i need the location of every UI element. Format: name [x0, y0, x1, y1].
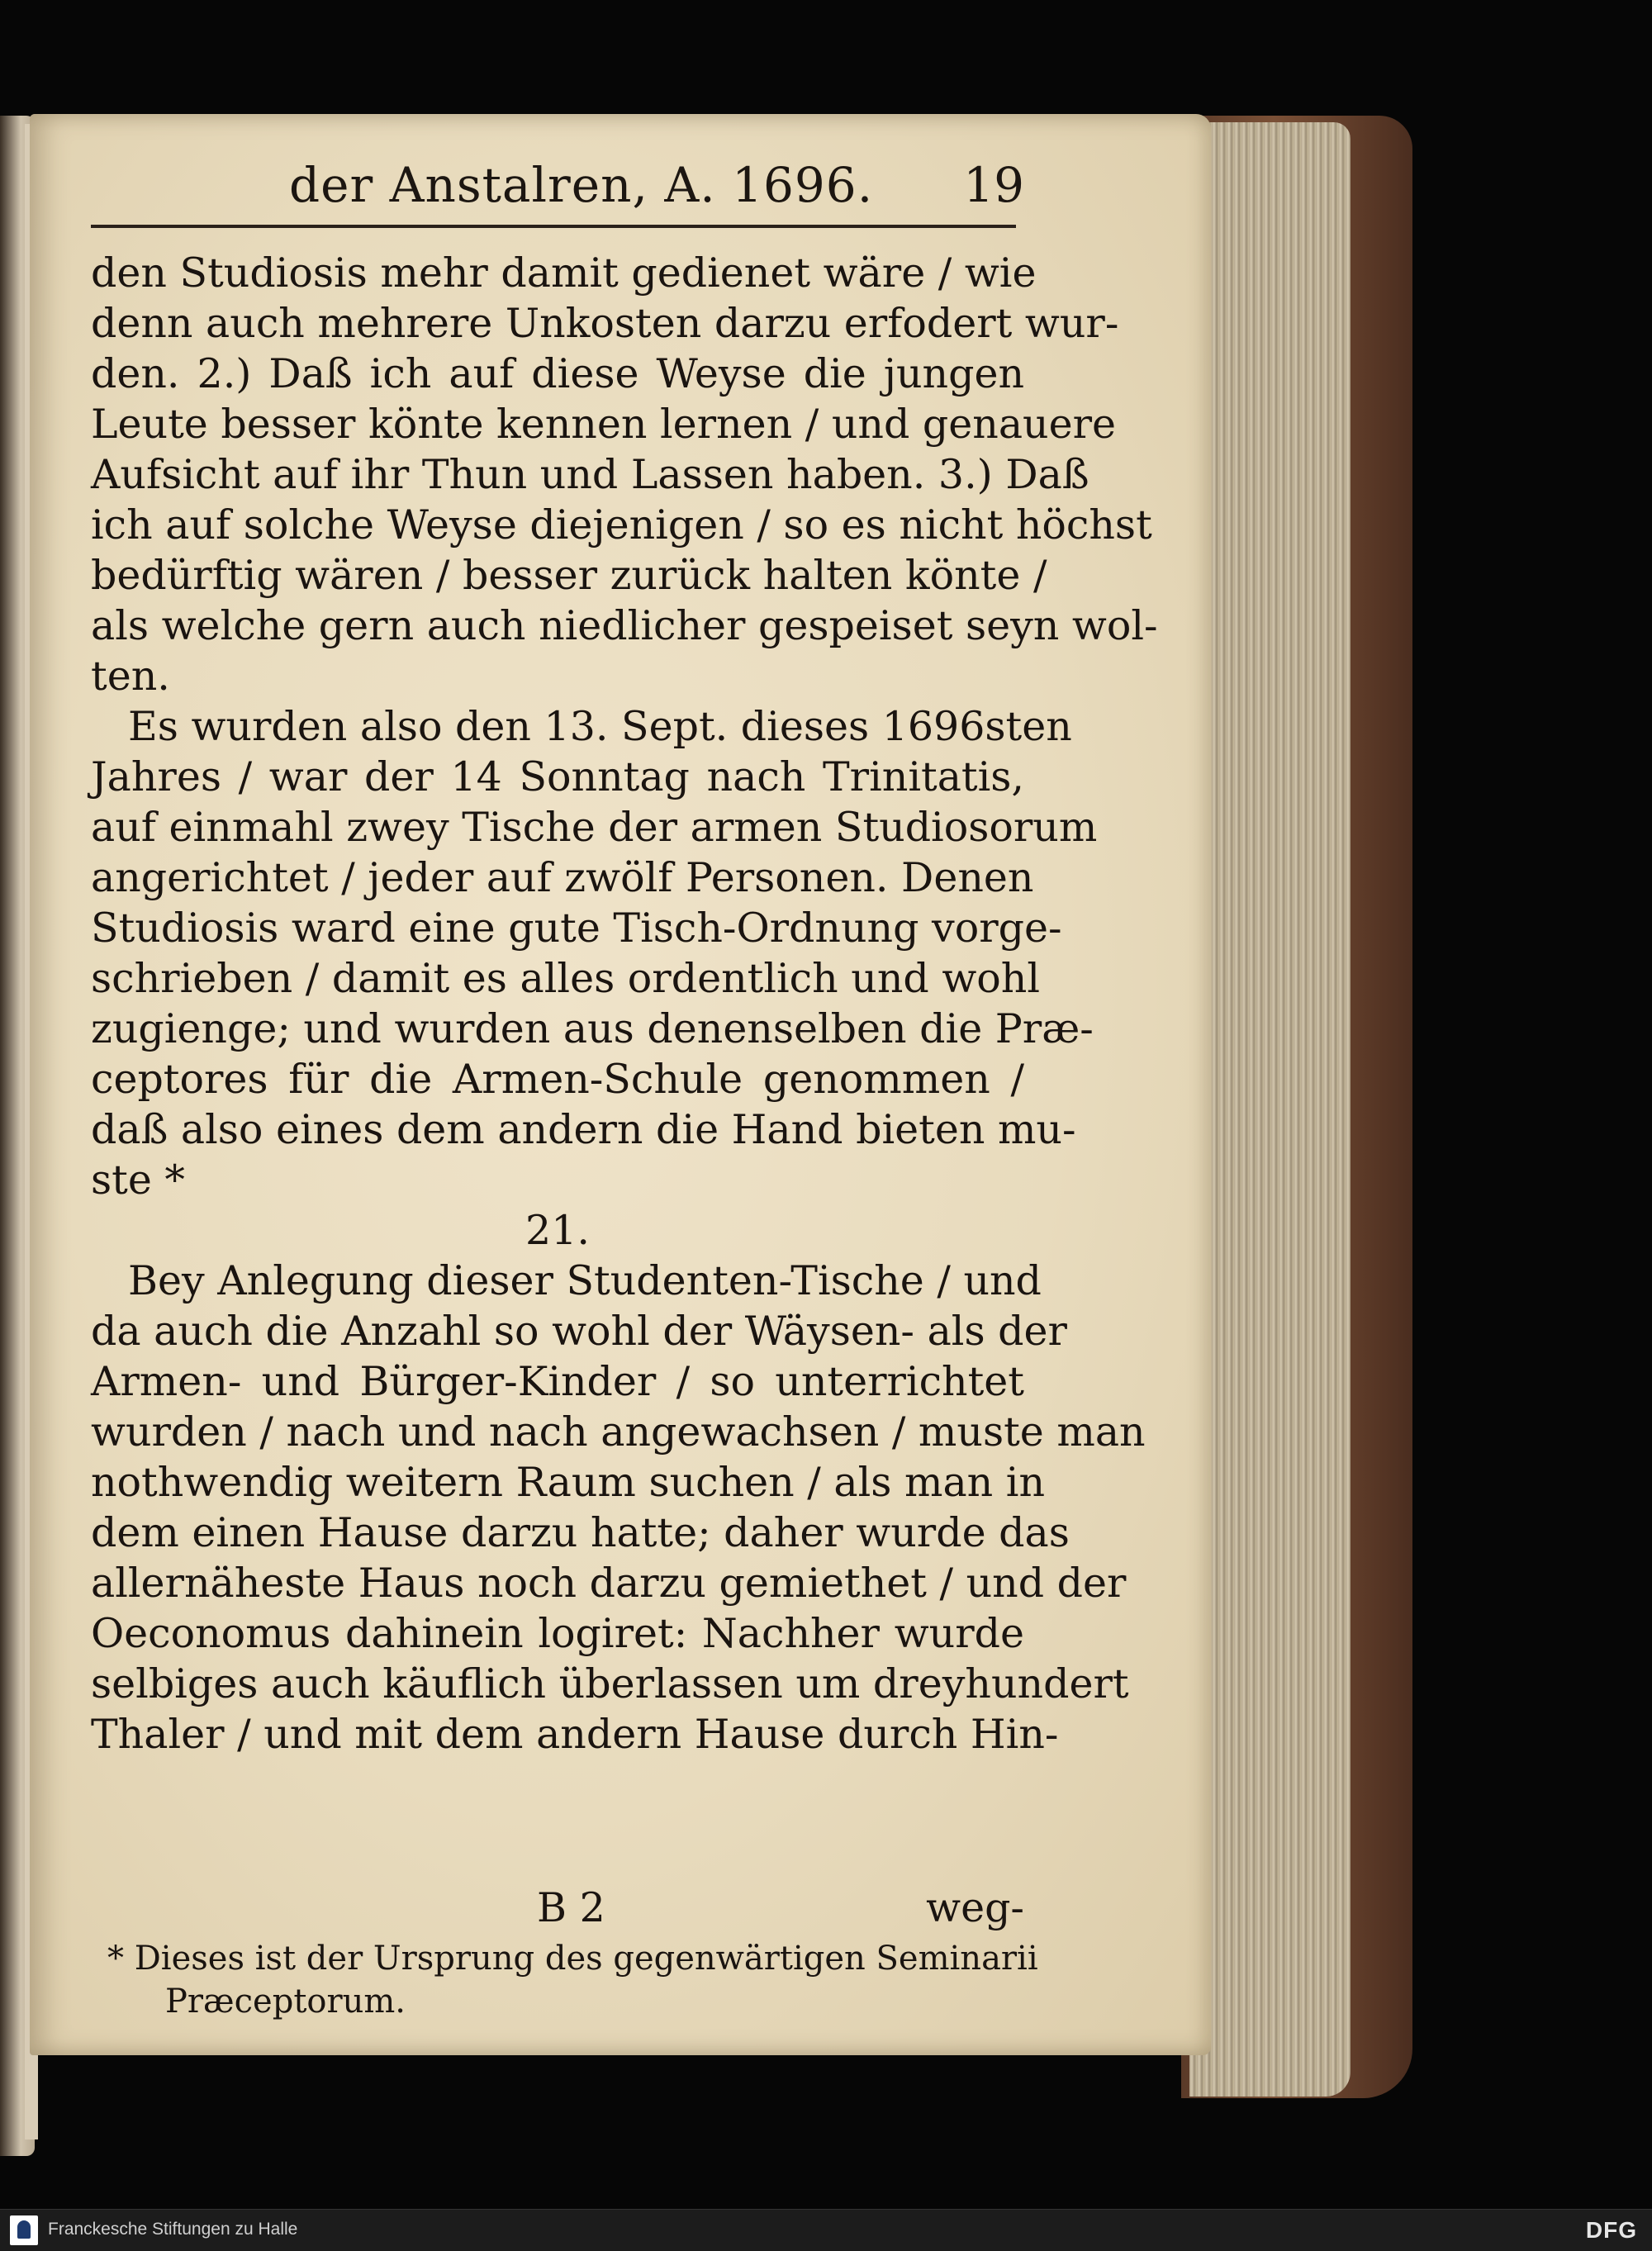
text-line: nothwendig weitern Raum suchen / als man in — [91, 1459, 1046, 1506]
text-line: denn auch mehrere Unkosten darzu erfodert wur- — [91, 300, 1119, 347]
text-line: bedürftig wären / besser zurück halten könte / — [91, 552, 1047, 599]
text-line: schrieben / damit es alles ordentlich und wohl — [91, 955, 1040, 1002]
text-line: Bey Anlegung dieser Studenten-Tische / und — [128, 1257, 1042, 1304]
body-text — [91, 248, 1158, 1759]
footnote-line: Præceptorum. — [165, 1983, 406, 2021]
page-fore-edge — [1189, 122, 1351, 2097]
text-line: ste * — [91, 1156, 185, 1204]
text-line: den. 2.) Daß ich auf diese Weyse die jungen — [91, 350, 1024, 397]
text-line: dem einen Hause darzu hatte; daher wurde das — [91, 1509, 1070, 1556]
page-header — [91, 157, 1024, 223]
text-line: auf einmahl zwey Tische der armen Studiosorum — [91, 804, 1098, 851]
text-line: Aufsicht auf ihr Thun und Lassen haben. 3.) Daß — [91, 451, 1089, 498]
catchword: weg- — [926, 1884, 1024, 1931]
logo-mark — [17, 2220, 31, 2239]
text-line: Oeconomus dahinein logiret: Nachher wurde — [91, 1610, 1024, 1657]
text-line: Armen- und Bürger-Kinder / so unterrichtet — [91, 1358, 1024, 1405]
text-line: angerichtet / jeder auf zwölf Personen. Denen — [91, 854, 1034, 901]
institution-logo-icon[interactable] — [10, 2215, 38, 2245]
page-number: 19 — [963, 157, 1024, 213]
text-line: selbiges auch käuflich überlassen um dreyhundert — [91, 1660, 1129, 1707]
text-line: den Studiosis mehr damit gedienet wäre / wie — [91, 249, 1037, 297]
header-rule — [91, 225, 1016, 228]
text-line: zugienge; und wurden aus denenselben die Præ- — [91, 1005, 1094, 1052]
text-line: daß also eines dem andern die Hand bieten mu- — [91, 1106, 1076, 1153]
section-number: 21. — [525, 1207, 590, 1254]
institution-name[interactable]: Franckesche Stiftungen zu Halle — [48, 2220, 298, 2239]
text-line: als welche gern auch niedlicher gespeiset seyn wol- — [91, 602, 1158, 649]
text-line: ten. — [91, 653, 170, 700]
text-line: allernäheste Haus noch darzu gemiethet / und der — [91, 1560, 1127, 1607]
footnote-line: * Dieses ist der Ursprung des gegenwärtigen Seminarii — [107, 1940, 1038, 1978]
text-line: Jahres / war der 14 Sonntag nach Trinitatis, — [91, 753, 1024, 800]
text-line: ich auf solche Weyse diejenigen / so es nicht höchst — [91, 501, 1152, 549]
dfg-logo[interactable]: DFG — [1585, 2217, 1637, 2243]
text-line: Thaler / und mit dem andern Hause durch Hin- — [91, 1711, 1059, 1758]
text-line: da auch die Anzahl so wohl der Wäysen- als der — [91, 1308, 1067, 1355]
signature-line — [91, 1883, 1024, 1933]
footnote — [107, 1937, 1038, 2023]
running-title: der Anstalren, A. 1696. — [289, 157, 874, 213]
text-line: Studiosis ward eine gute Tisch-Ordnung vorge- — [91, 905, 1062, 952]
viewer-footer — [0, 2209, 1652, 2251]
text-line: Es wurden also den 13. Sept. dieses 1696sten — [128, 703, 1072, 750]
text-line: ceptores für die Armen-Schule genommen / — [91, 1056, 1024, 1103]
text-line: Leute besser könte kennen lernen / und genauere — [91, 401, 1117, 448]
printer-signature: B 2 — [537, 1884, 605, 1931]
text-line: wurden / nach und nach angewachsen / muste man — [91, 1408, 1146, 1456]
